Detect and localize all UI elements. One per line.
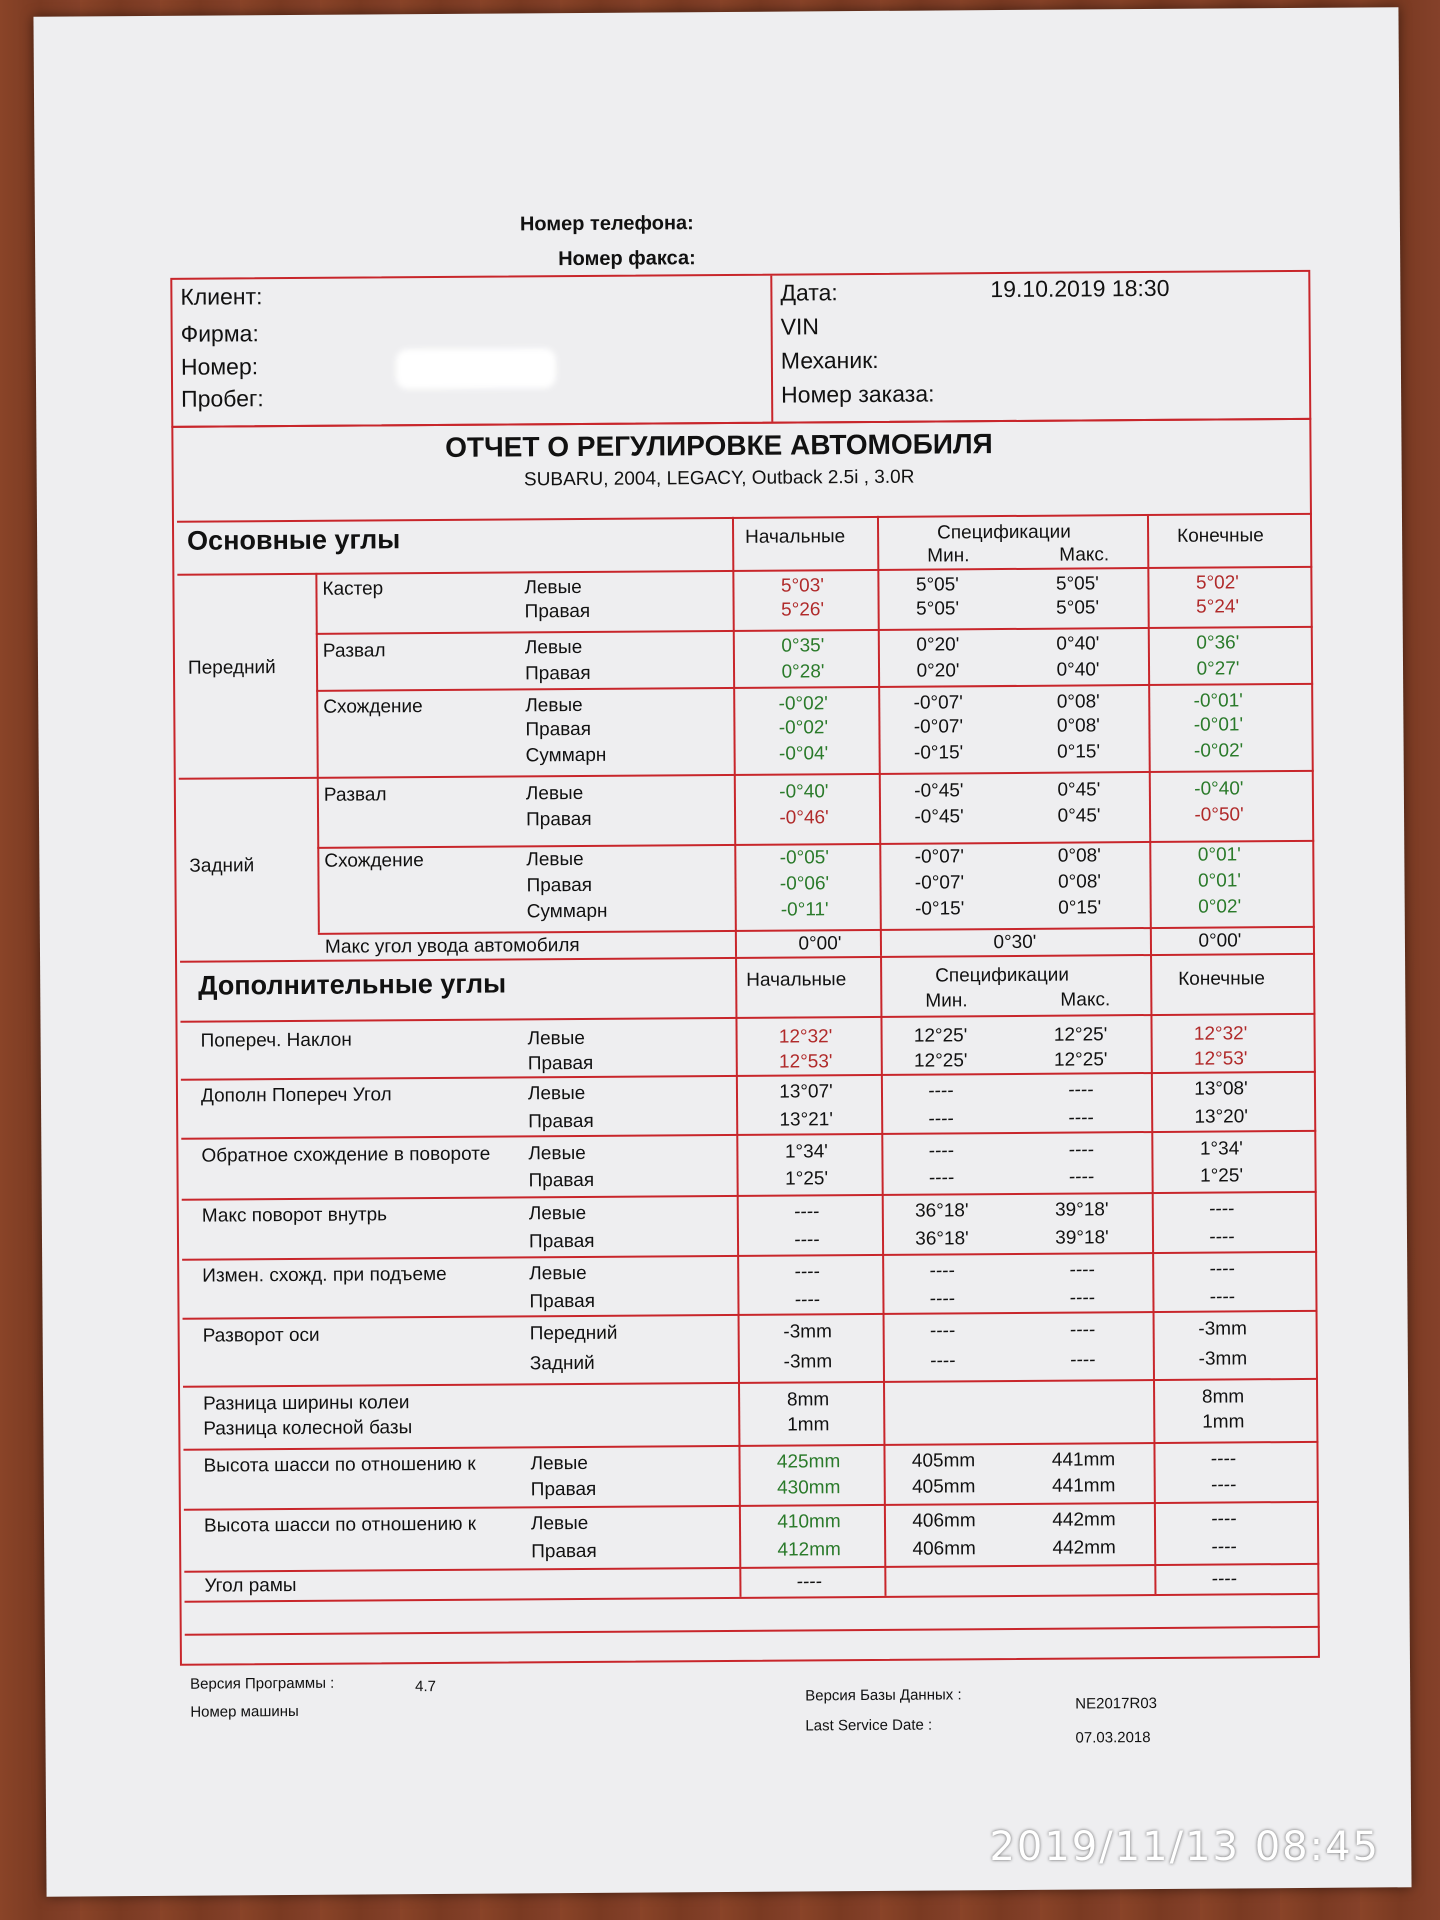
initial-value: -0°02' [778,693,828,715]
caster-label: Кастер [322,578,384,600]
extra-value: ---- [1209,1198,1235,1220]
extra-value: ---- [1209,1226,1235,1248]
extra-value: ---- [930,1350,956,1372]
extra-value: ---- [796,1571,823,1593]
side-label: Суммарн [526,900,608,923]
rear-camber-label: Развал [323,784,387,806]
side-label: Левые [527,1082,586,1105]
final-value: -0°01' [1193,690,1243,712]
extra-value: 8mm [786,1389,830,1411]
extra-value: 430mm [776,1477,841,1499]
min-value: -0°15' [913,742,964,764]
extra-value: 12°32' [778,1026,833,1048]
report-title: ОТЧЕТ О РЕГУЛИРОВКЕ АВТОМОБИЛЯ [445,428,993,463]
extra-value: ---- [794,1289,821,1311]
specs-header: Спецификации [937,521,1071,544]
thrust-final: 0°00' [1198,930,1242,952]
date-value: 19.10.2019 18:30 [990,274,1170,303]
machine-number-label: Номер машины [190,1702,299,1721]
extra-max-header: Макс. [1060,989,1111,1011]
phone-label: Номер телефона: [519,212,694,236]
min-value: -0°07' [913,692,963,714]
extra-value: ---- [1211,1508,1237,1530]
extra-value: ---- [1210,1448,1237,1470]
max-value: 0°08' [1056,715,1100,737]
final-value: -0°02' [1193,740,1244,762]
final-value: 0°36' [1196,632,1240,654]
extra-row-label: Угол рамы [204,1574,297,1597]
side-label: Правая [524,662,591,685]
side-label: Левые [524,576,582,599]
extra-value: ---- [1068,1139,1095,1161]
extra-value: ---- [928,1080,954,1102]
side-label: Левые [528,1142,586,1165]
final-value: 0°01' [1197,870,1242,892]
extra-value: ---- [928,1167,955,1189]
side-label: Передний [529,1322,618,1345]
extra-value: ---- [1209,1286,1236,1308]
initial-value: -0°04' [778,743,829,765]
extra-value: ---- [929,1288,956,1310]
side-label: Правая [528,1110,594,1133]
extra-value: 12°53' [778,1051,833,1073]
extra-value: 442mm [1052,1537,1116,1559]
side-label: Левые [530,1452,588,1475]
min-value: -0°07' [914,846,965,868]
max-header: Макс. [1059,544,1110,566]
extra-value: 1°34' [1199,1138,1243,1160]
extra-value: ---- [928,1140,955,1162]
thrust-initial: 0°00' [798,933,842,955]
last-service-date: 07.03.2018 [1075,1729,1151,1747]
max-value: 0°40' [1056,633,1100,655]
extra-value: 36°18' [914,1200,969,1222]
side-label: Левые [530,1512,589,1535]
initial-header: Начальные [745,526,846,548]
extra-value: 12°32' [1193,1023,1248,1045]
extra-value: ---- [1211,1568,1238,1590]
extra-value: 12°25' [1053,1049,1108,1071]
extra-value: 412mm [777,1539,841,1561]
side-label: Правая [526,874,593,897]
thrust-label: Макс угол увода автомобиля [324,934,580,958]
max-value: 0°15' [1058,897,1102,919]
printed-report-sheet [33,7,1411,1896]
final-value: 0°27' [1196,658,1240,680]
extra-value: -3mm [1198,1318,1247,1340]
front-label: Передний [187,657,276,679]
extra-value: ---- [1069,1287,1096,1309]
extra-value: ---- [794,1261,820,1283]
min-value: 5°05' [915,574,959,596]
side-label: Правая [527,1052,594,1075]
extra-value: 1°34' [784,1141,828,1163]
rear-toe-label: Схождение [324,850,424,872]
fax-label: Номер факса: [558,247,696,271]
max-value: 0°40' [1056,659,1100,681]
program-version: 4.7 [415,1678,437,1696]
extra-value: 12°53' [1193,1048,1248,1070]
extra-value: 13°07' [779,1081,833,1103]
min-value: -0°07' [913,716,964,738]
min-value: -0°45' [914,806,964,828]
extra-row-label: Разворот оси [202,1324,320,1347]
extra-value: 1°25' [785,1168,829,1190]
program-version-label: Версия Программы : [190,1674,335,1693]
client-label: Клиент: [180,283,263,310]
initial-value: 5°26' [781,599,825,621]
extra-value: ---- [1069,1259,1095,1281]
max-value: 0°08' [1057,871,1102,893]
extra-initial-header: Начальные [746,969,847,991]
extra-specs-header: Спецификации [935,964,1069,987]
extra-value: 425mm [776,1451,841,1473]
extra-min-header: Мин. [925,990,968,1012]
final-value: 5°02' [1195,572,1239,594]
extra-value: 442mm [1052,1509,1116,1531]
initial-value: 0°35' [781,635,825,657]
min-value: 5°05' [916,598,960,620]
initial-value: 5°03' [780,575,824,597]
initial-value: -0°40' [779,781,829,803]
extra-value: ---- [1211,1474,1237,1496]
final-header: Конечные [1177,525,1264,547]
side-label: Правая [529,1290,596,1313]
camera-timestamp: 2019/11/13 08:45 [989,1824,1380,1870]
extra-row-label: Обратное схождение в повороте [201,1143,491,1167]
extra-value: 39°18' [1054,1199,1109,1221]
extra-row-label: Попереч. Наклон [200,1029,352,1052]
extra-value: -3mm [783,1351,833,1373]
thrust-spec: 0°30' [993,931,1037,954]
db-version: NE2017R03 [1075,1694,1158,1713]
vehicle-info: SUBARU, 2004, LEGACY, Outback 2.5i , 3.0R [523,466,915,491]
side-label: Левые [524,636,583,659]
extra-value: ---- [1069,1319,1096,1341]
max-value: 5°05' [1056,597,1100,619]
extra-row-label: Макс поворот внутрь [201,1204,388,1227]
side-label: Правая [525,718,592,741]
extra-value: 405mm [911,1476,976,1498]
db-version-label: Версия Базы Данных : [805,1686,962,1705]
side-label: Суммарн [525,744,607,767]
date-label: Дата: [780,279,838,306]
final-value: 0°01' [1197,844,1241,866]
extra-row-label: Измен. схожд. при подъеме [202,1263,447,1287]
max-value: 0°08' [1057,845,1101,867]
min-value: -0°15' [914,898,965,920]
redacted-plate [396,348,556,389]
extra-value: 441mm [1051,1475,1116,1497]
extra-row-label: Высота шасси по отношению к [203,1513,477,1537]
initial-value: -0°46' [779,807,829,829]
initial-value: -0°11' [780,899,829,921]
extra-value: 1mm [787,1414,830,1436]
min-value: 0°20' [916,660,960,682]
extra-value: 406mm [912,1510,976,1532]
order-label: Номер заказа: [781,380,935,408]
extra-row-label: Разница колесной базы [203,1417,413,1440]
extra-value: 8mm [1201,1386,1245,1408]
extra-value: ---- [794,1201,820,1223]
extra-value: -3mm [783,1321,833,1343]
side-label: Левые [525,694,583,717]
extra-value: 13°08' [1194,1078,1248,1100]
extra-value: 36°18' [915,1228,969,1250]
max-value: 5°05' [1055,573,1099,595]
min-header: Мин. [927,545,970,567]
extra-value: ---- [794,1229,820,1251]
side-label: Задний [529,1352,595,1375]
side-label: Левые [526,848,584,871]
side-label: Правая [528,1169,595,1192]
firm-label: Фирма: [180,320,259,347]
max-value: 0°08' [1056,691,1100,713]
extra-value: 406mm [912,1538,976,1560]
extra-value: 12°25' [1053,1024,1108,1046]
final-value: 5°24' [1196,596,1240,618]
extra-value: 39°18' [1055,1227,1109,1249]
final-value: -0°50' [1194,804,1244,826]
min-value: 0°20' [916,634,960,656]
side-label: Левые [528,1202,587,1225]
max-value: 0°15' [1057,741,1101,763]
extra-angles-heading: Дополнительные углы [198,968,507,1001]
initial-value: -0°02' [778,717,829,739]
extra-row-label: Разница ширины колеи [203,1392,410,1415]
front-toe-label: Схождение [323,696,423,718]
initial-value: -0°06' [779,873,830,895]
max-value: 0°45' [1057,779,1101,801]
extra-value: 12°25' [913,1025,968,1047]
mechanic-label: Механик: [780,346,879,374]
min-value: -0°45' [914,780,964,802]
extra-value: ---- [1211,1536,1237,1558]
extra-value: -3mm [1198,1348,1248,1370]
front-camber-label: Развал [322,640,386,662]
extra-value: 441mm [1051,1449,1116,1471]
min-value: -0°07' [914,872,965,894]
extra-value: ---- [928,1108,954,1130]
max-value: 0°45' [1057,805,1101,827]
rear-label: Задний [189,855,255,877]
final-value: -0°01' [1193,714,1244,736]
number-label: Номер: [180,353,259,380]
last-service-label: Last Service Date : [805,1716,933,1735]
side-label: Правая [524,600,591,623]
side-label: Правая [528,1230,595,1253]
initial-value: 0°28' [781,661,825,683]
extra-value: 410mm [777,1511,841,1533]
extra-value: ---- [1068,1107,1094,1129]
side-label: Правая [530,1478,597,1501]
side-label: Правая [531,1540,597,1563]
side-label: Правая [525,808,592,831]
vin-label: VIN [780,313,820,340]
extra-row-label: Высота шасси по отношению к [203,1453,476,1477]
extra-value: ---- [1068,1079,1094,1101]
extra-value: ---- [929,1320,956,1342]
extra-value: 1°25' [1200,1165,1244,1187]
extra-value: 13°20' [1194,1106,1248,1128]
extra-value: 12°25' [913,1050,968,1072]
extra-value: 13°21' [779,1109,833,1131]
extra-row-label: Дополн Попереч Угол [200,1084,392,1107]
final-value: -0°40' [1194,778,1244,800]
final-value: 0°02' [1198,896,1242,918]
side-label: Левые [525,782,584,805]
main-angles-heading: Основные углы [187,524,401,556]
extra-value: ---- [1209,1258,1235,1280]
extra-value: ---- [1068,1166,1095,1188]
extra-value: 1mm [1202,1411,1245,1433]
mileage-label: Пробег: [181,385,264,412]
side-label: Левые [527,1027,586,1050]
side-label: Левые [529,1262,587,1285]
initial-value: -0°05' [779,847,830,869]
extra-value: 405mm [911,1450,976,1472]
extra-final-header: Конечные [1178,968,1265,990]
extra-value: ---- [1070,1349,1096,1371]
extra-value: ---- [929,1260,955,1282]
